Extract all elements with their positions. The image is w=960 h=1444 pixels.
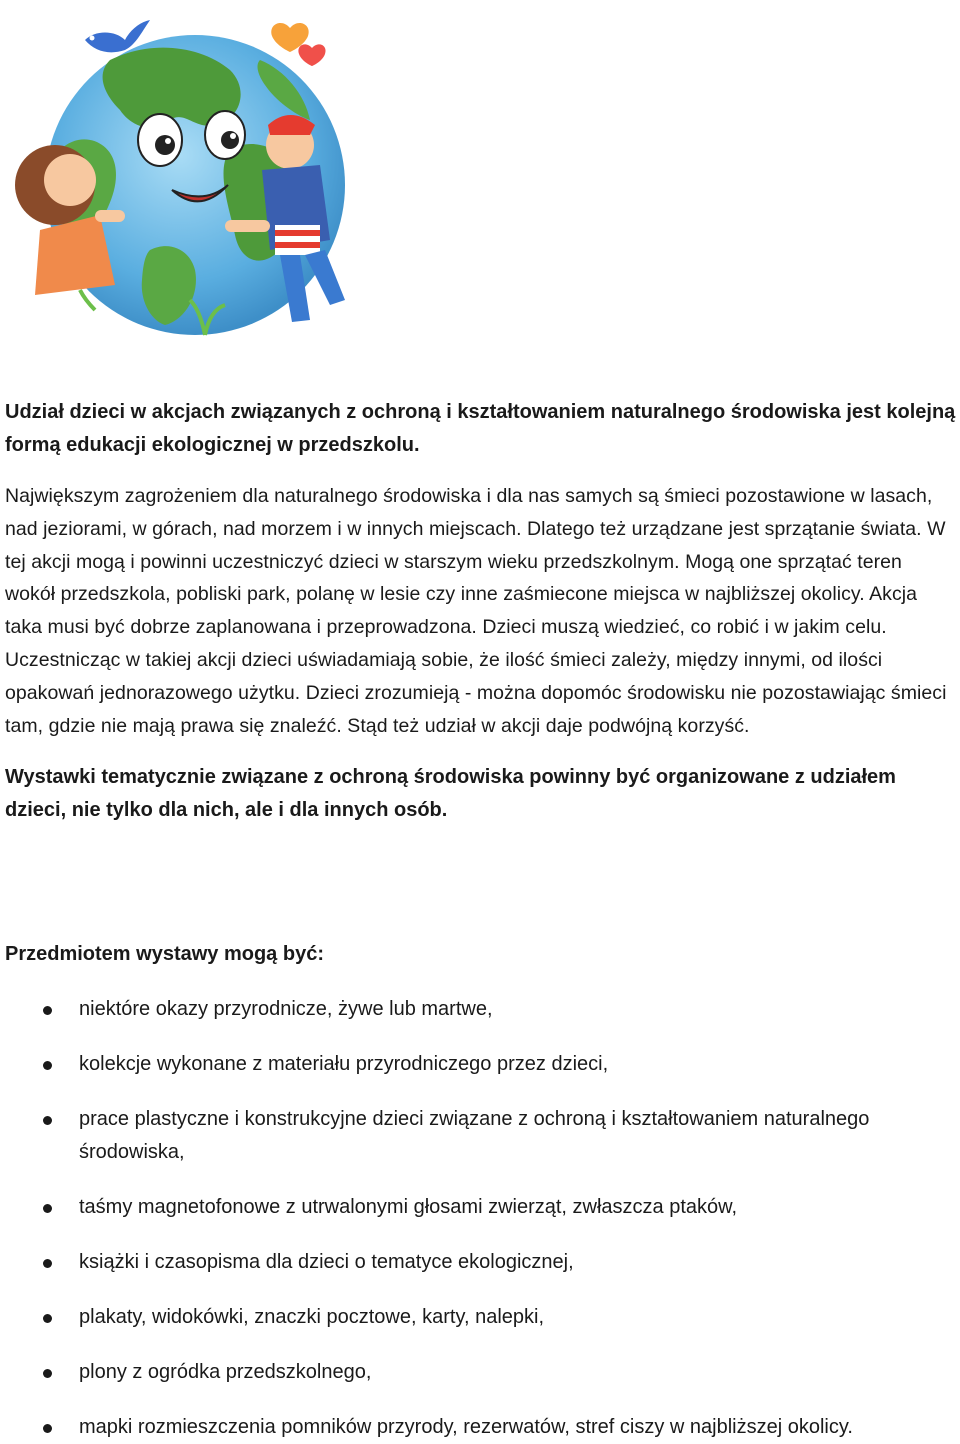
- bullet-icon: [43, 1314, 52, 1323]
- hearts-icon: [271, 23, 325, 66]
- list-item: prace plastyczne i konstrukcyjne dzieci związane z ochroną i kształtowaniem naturalnego środowiska,: [5, 1103, 957, 1169]
- bullet-icon: [43, 1369, 52, 1378]
- list-item: mapki rozmieszczenia pomników przyrody, rezerwatów, stref ciszy w najbliższej okolicy.: [5, 1411, 957, 1444]
- bullet-icon: [43, 1006, 52, 1015]
- bullet-icon: [43, 1259, 52, 1268]
- exhibitions-paragraph: Wystawki tematycznie związane z ochroną środowiska powinny być organizowane z udziałem dzieci, nie tylko dla nich, ale i dla innych osób.: [5, 766, 896, 822]
- list-item: taśmy magnetofonowe z utrwalonymi głosami zwierząt, zwłaszcza ptaków,: [5, 1191, 957, 1224]
- bullet-icon: [43, 1424, 52, 1433]
- bullet-icon: [43, 1061, 52, 1070]
- list-heading: Przedmiotem wystawy mogą być:: [5, 943, 324, 965]
- cleanup-paragraph: Największym zagrożeniem dla naturalnego środowiska i dla nas samych są śmieci pozostawione w lasach, nad jeziorami, w górach, nad morzem i w innych miejscach. Dlatego też urządzane jest sprzątanie świata. W tej akcji mogą i powinni uczestniczyć dzieci w starszym wieku przedszkolnym. Mogą one sprzątać teren wokół przedszkola, pobliski park, polanę w lesie czy inne zaśmiecone miejsca w najbliższej okolicy. Akcja taka musi być dobrze zaplanowana i przeprowadzona. Dzieci muszą wiedzieć, co robić i w jakim celu. Uczestnicząc w takiej akcji dzieci uświadamiają sobie, że ilość śmieci zależy, między innymi, od ilości opakowań jednorazowego użytku. Dzieci zrozumieją - można dopomóc środowisku nie pozostawiając śmieci tam, gdzie nie mają prawa się znaleźć. Stąd też udział w akcji daje podwójną korzyść.: [5, 485, 947, 737]
- list-item: kolekcje wykonane z materiału przyrodniczego przez dzieci,: [5, 1048, 957, 1081]
- list-item: niektóre okazy przyrodnicze, żywe lub martwe,: [5, 993, 957, 1026]
- list-item: plakaty, widokówki, znaczki pocztowe, karty, nalepki,: [5, 1301, 957, 1334]
- document-body: [5, 396, 957, 1438]
- list-item: książki i czasopisma dla dzieci o tematyce ekologicznej,: [5, 1246, 957, 1279]
- list-item: plony z ogródka przedszkolnego,: [5, 1356, 957, 1389]
- bullet-icon: [43, 1204, 52, 1213]
- earth-children-illustration: [0, 0, 370, 350]
- intro-paragraph: Udział dzieci w akcjach związanych z ochroną i kształtowaniem naturalnego środowiska jest kolejną formą edukacji ekologicznej w przedszkolu.: [5, 401, 956, 456]
- bullet-icon: [43, 1116, 52, 1125]
- exhibition-items-list: [5, 993, 957, 1444]
